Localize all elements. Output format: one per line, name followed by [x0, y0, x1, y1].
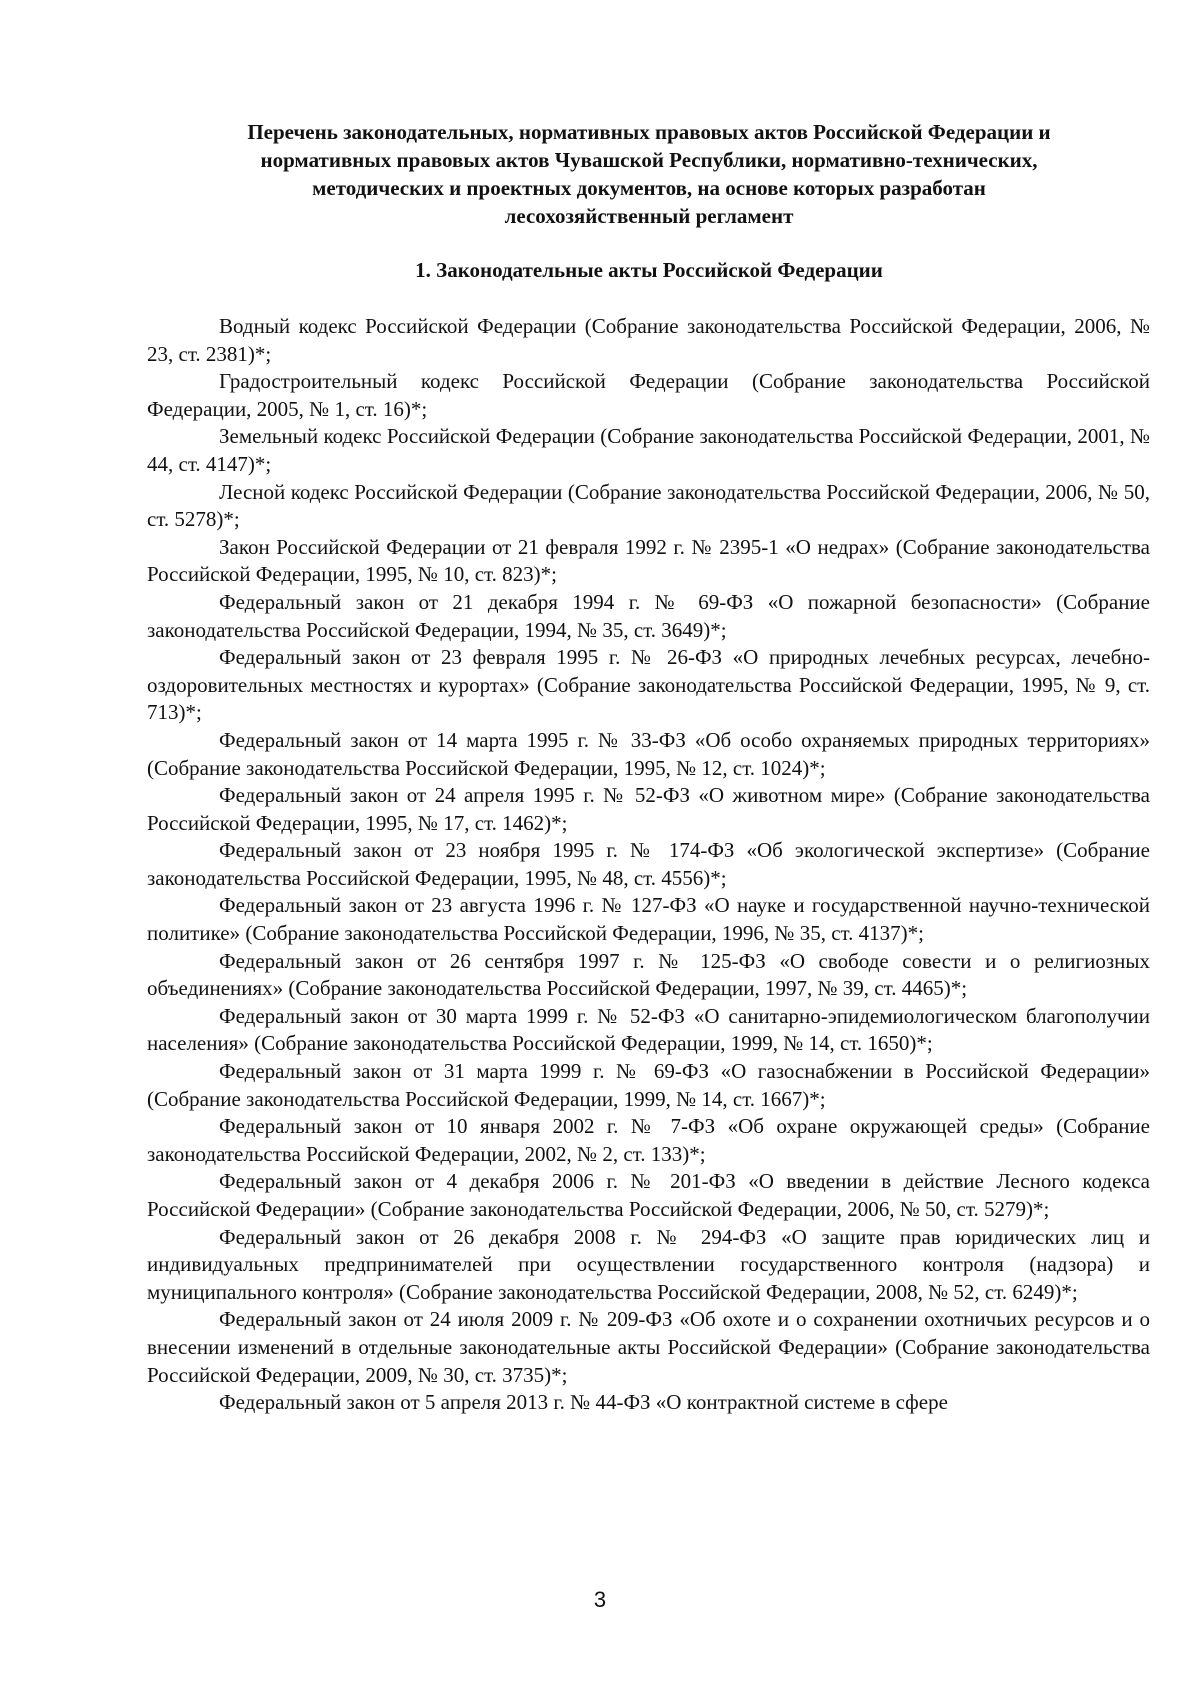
title-line: методических и проектных документов, на основе которых разработан [312, 176, 986, 200]
list-item: Федеральный закон от 23 февраля 1995 г. № 26-ФЗ «О природных лечебных ресурсах, лечебно-оздоровительных местностях и курортах» (Собрание законодательства Российской Федерации, 1995, № 9, ст. 713)*; [147, 645, 1150, 725]
list-item: Федеральный закон от 24 апреля 1995 г. № 52-ФЗ «О животном мире» (Собрание законодательства Российской Федерации, 1995, № 17, ст. 1462)*; [147, 783, 1150, 835]
list-item: Федеральный закон от 4 декабря 2006 г. № 201-ФЗ «О введении в действие Лесного кодекса Российской Федерации» (Собрание законодательства Российской Федерации, 2006, № 50, ст. 5279)*; [147, 1169, 1150, 1221]
list-item: Закон Российской Федерации от 21 февраля 1992 г. № 2395-1 «О недрах» (Собрание законодательства Российской Федерации, 1995, № 10, ст. 823)*; [147, 534, 1150, 587]
list-item: Федеральный закон от 10 января 2002 г. № 7-ФЗ «Об охране окружающей среды» (Собрание законодательства Российской Федерации, 2002, № 2, ст. 133)*; [147, 1114, 1150, 1166]
list-item: Лесной кодекс Российской Федерации (Собрание законодательства Российской Федерации, 2006, № 50, ст. 5278)*; [147, 479, 1150, 532]
legislation-list [147, 313, 1150, 1417]
list-item: Федеральный закон от 26 сентября 1997 г. № 125-ФЗ «О свободе совести и о религиозных объединениях» (Собрание законодательства Российской Федерации, 1997, № 39, ст. 4465)*; [147, 948, 1150, 1001]
list-item: Федеральный закон от 23 ноября 1995 г. № 174-ФЗ «Об экологической экспертизе» (Собрание законодательства Российской Федерации, 1995, № 48, ст. 4556)*; [147, 838, 1150, 890]
section-heading: 1. Законодательные акты Российской Федерации [415, 258, 883, 282]
document-title [150, 118, 1148, 230]
list-item: Федеральный закон от 5 апреля 2013 г. № 44-ФЗ «О контрактной системе в сфере [219, 1390, 948, 1415]
list-item: Федеральный закон от 24 июля 2009 г. № 209-ФЗ «Об охоте и о сохранении охотничьих ресурсов и о внесении изменений в отдельные законодательные акты Российской Федерации» (Собрание законодательства Российской Федерации, 2009, № 30, ст. 3735)*; [147, 1307, 1150, 1387]
list-item: Федеральный закон от 23 августа 1996 г. № 127-ФЗ «О науке и государственной научно-технической политике» (Собрание законодательства Российской Федерации, 1996, № 35, ст. 4137)*; [147, 893, 1150, 946]
title-line: нормативных правовых актов Чувашской Республики, нормативно-технических, [260, 148, 1038, 172]
list-item: Земельный кодекс Российской Федерации (Собрание законодательства Российской Федерации, 2001, № 44, ст. 4147)*; [147, 424, 1150, 476]
list-item: Градостроительный кодекс Российской Федерации (Собрание законодательства Российской Федерации, 2005, № 1, ст. 16)*; [147, 369, 1150, 421]
list-item: Федеральный закон от 26 декабря 2008 г. № 294-ФЗ «О защите прав юридических лиц и индивидуальных предпринимателей при осуществлении государственного контроля (надзора) и муниципального контроля» (Собрание законодательства Российской Федерации, 2008, № 52, ст. 6249)*; [147, 1224, 1150, 1304]
title-line: лесохозяйственный регламент [504, 204, 794, 228]
list-item: Федеральный закон от 21 декабря 1994 г. № 69-ФЗ «О пожарной безопасности» (Собрание законодательства Российской Федерации, 1994, № 35, ст. 3649)*; [147, 589, 1150, 642]
list-item: Водный кодекс Российской Федерации (Собрание законодательства Российской Федерации, 2006, № 23, ст. 2381)*; [147, 314, 1150, 366]
list-item: Федеральный закон от 30 марта 1999 г. № 52-ФЗ «О санитарно-эпидемиологическом благополучии населения» (Собрание законодательства Российской Федерации, 1999, № 14, ст. 1650)*; [147, 1003, 1150, 1056]
list-item: Федеральный закон от 31 марта 1999 г. № 69-ФЗ «О газоснабжении в Российской Федерации» (Собрание законодательства Российской Федерации, 1999, № 14, ст. 1667)*; [147, 1059, 1150, 1111]
list-item: Федеральный закон от 14 марта 1995 г. № 33-ФЗ «Об особо охраняемых природных территориях» (Собрание законодательства Российской Федерации, 1995, № 12, ст. 1024)*; [147, 727, 1150, 780]
page-number: 3 [593, 1587, 607, 1612]
title-line: Перечень законодательных, нормативных правовых актов Российской Федерации и [247, 120, 1051, 144]
